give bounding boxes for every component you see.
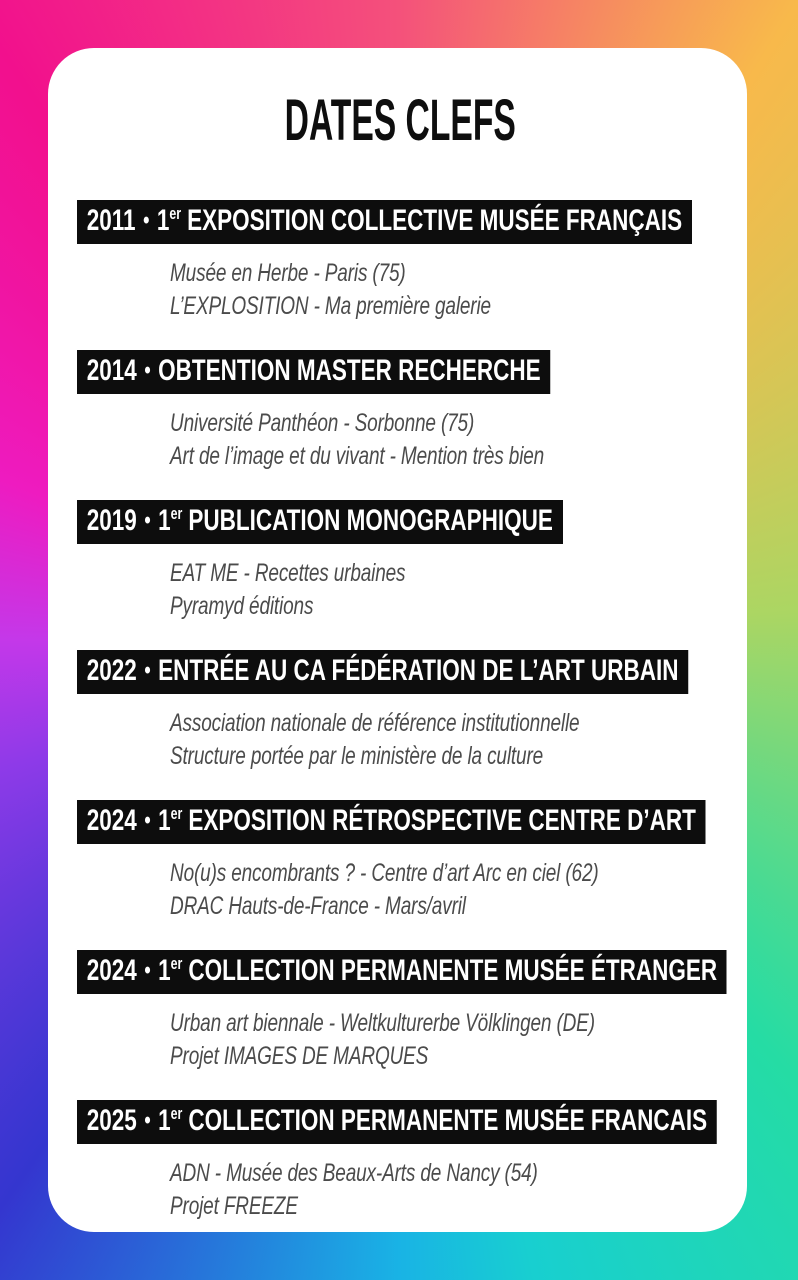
- bullet-separator-icon: •: [144, 357, 151, 384]
- bullet-separator-icon: •: [144, 1107, 151, 1134]
- entry-heading-text: PUBLICATION MONOGRAPHIQUE: [188, 504, 553, 537]
- entry-description-line: Université Panthéon - Sorbonne (75): [170, 409, 475, 437]
- entry-ordinal-suffix: er: [170, 1105, 183, 1123]
- entry-heading-bar: [77, 200, 692, 244]
- entry-description-line: Pyramyd éditions: [170, 592, 314, 620]
- entry-description-line: No(u)s encombrants ? - Centre d’art Arc en ciel (62): [170, 859, 599, 887]
- entries-list: [77, 200, 723, 1223]
- entry-ordinal-suffix: er: [170, 505, 183, 523]
- entry-year: 2024: [86, 954, 137, 987]
- entry-heading-bar: [77, 950, 727, 994]
- entry-ordinal: 1: [156, 204, 170, 237]
- entry-description-line: Art de l’image et du vivant - Mention très bien: [170, 442, 545, 470]
- bullet-separator-icon: •: [144, 957, 151, 984]
- timeline-entry: [77, 650, 723, 773]
- entry-description-line: Association nationale de référence institutionnelle: [170, 709, 580, 737]
- entry-heading-bar: [77, 350, 550, 394]
- timeline-entry: [77, 500, 723, 623]
- entry-year: 2022: [86, 654, 137, 687]
- entry-year: 2024: [86, 804, 137, 837]
- timeline-entry: [77, 950, 723, 1073]
- entry-heading-text: COLLECTION PERMANENTE MUSÉE FRANCAIS: [188, 1104, 708, 1137]
- entry-heading-text: OBTENTION MASTER RECHERCHE: [158, 354, 541, 387]
- content-card: [48, 48, 747, 1232]
- entry-year: 2014: [86, 354, 137, 387]
- entry-heading-bar: [77, 800, 706, 844]
- bullet-separator-icon: •: [144, 507, 151, 534]
- entry-heading-text: COLLECTION PERMANENTE MUSÉE ÉTRANGER: [188, 954, 718, 987]
- bullet-separator-icon: •: [144, 807, 151, 834]
- bullet-separator-icon: •: [144, 657, 151, 684]
- entry-description-line: Projet FREEZE: [170, 1192, 298, 1220]
- entry-description-line: Structure portée par le ministère de la culture: [170, 742, 544, 770]
- entry-description-line: L’EXPLOSITION - Ma première galerie: [170, 292, 491, 320]
- entry-heading-bar: [77, 500, 563, 544]
- entry-heading-bar: [77, 650, 688, 694]
- entry-description-line: DRAC Hauts-de-France - Mars/avril: [170, 892, 466, 920]
- entry-heading-text: ENTRÉE AU CA FÉDÉRATION DE L’ART URBAIN: [158, 654, 679, 687]
- entry-description-line: Projet IMAGES DE MARQUES: [170, 1042, 429, 1070]
- entry-heading-text: EXPOSITION RÉTROSPECTIVE CENTRE D’ART: [188, 804, 696, 837]
- entry-ordinal-suffix: er: [170, 805, 183, 823]
- timeline-entry: [77, 200, 723, 323]
- entry-heading-text: EXPOSITION COLLECTIVE MUSÉE FRANÇAIS: [187, 204, 683, 237]
- timeline-entry: [77, 800, 723, 923]
- entry-year: 2011: [86, 204, 136, 237]
- timeline-entry: [77, 350, 723, 473]
- entry-ordinal-suffix: er: [169, 205, 182, 223]
- title-container: [77, 88, 723, 153]
- entry-year: 2025: [86, 1104, 137, 1137]
- entry-ordinal: 1: [158, 1104, 171, 1137]
- entry-description-line: Musée en Herbe - Paris (75): [170, 259, 406, 287]
- entry-description-line: Urban art biennale - Weltkulturerbe Völklingen (DE): [170, 1009, 595, 1037]
- entry-ordinal-suffix: er: [170, 955, 183, 973]
- entry-year: 2019: [86, 504, 137, 537]
- entry-ordinal: 1: [158, 504, 171, 537]
- timeline-entry: [77, 1100, 723, 1223]
- entry-ordinal: 1: [158, 954, 171, 987]
- entry-ordinal: 1: [158, 804, 171, 837]
- bullet-separator-icon: •: [143, 207, 150, 234]
- page-title: DATES CLEFS: [284, 88, 516, 153]
- entry-heading-bar: [77, 1100, 717, 1144]
- entry-description-line: EAT ME - Recettes urbaines: [170, 559, 406, 587]
- entry-description-line: ADN - Musée des Beaux-Arts de Nancy (54): [170, 1159, 538, 1187]
